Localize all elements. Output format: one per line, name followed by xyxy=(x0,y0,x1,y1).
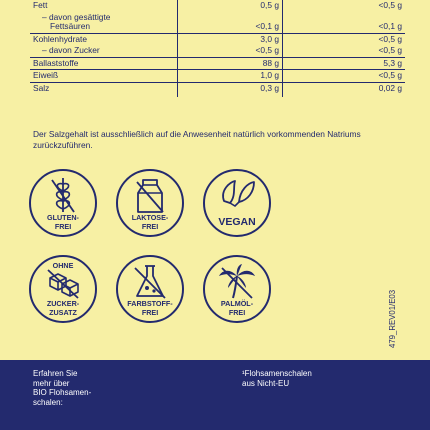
badge-sugar-line2: ZUSATZ xyxy=(49,307,77,317)
badge-vegan xyxy=(202,168,272,238)
row-label-sugar: – davon Zucker xyxy=(42,45,100,55)
row-value-per100: 1,0 g xyxy=(178,70,283,83)
table-row xyxy=(30,70,405,83)
nutrition-table xyxy=(30,0,405,97)
badge-lactose-free xyxy=(115,168,185,238)
badge-sugar-line1: ZUCKER- xyxy=(46,299,80,308)
badge-palm-oil-free xyxy=(202,254,272,324)
row-value-per100: 88 g xyxy=(178,57,283,70)
row-value-portion: 0,02 g xyxy=(283,82,406,97)
badge-gluten-line1: GLUTEN- xyxy=(47,213,79,222)
row-value-portion: <0,1 g xyxy=(378,21,402,31)
badge-dye-line1: FARBSTOFF- xyxy=(127,299,173,308)
badge-palm-line1: PALMÖL- xyxy=(220,299,254,308)
row-value-portion: <0,5 g xyxy=(378,0,402,10)
table-row xyxy=(30,0,405,12)
footer-origin-note: ¹Flohsamenschalen aus Nicht-EU xyxy=(242,369,312,388)
row-label-saturated-line1: – davon gesättigte xyxy=(42,11,111,22)
row-label-carbs: Kohlenhydrate xyxy=(30,33,178,45)
row-value-per100: 3,0 g xyxy=(178,33,283,45)
badge-sugar-top: OHNE xyxy=(52,261,74,270)
table-row xyxy=(30,82,405,97)
row-value-per100: <0,1 g xyxy=(178,12,283,34)
table-row xyxy=(30,33,405,45)
footer-left-text: Erfahren Sie mehr über BIO Flohsamen- schalen: xyxy=(33,369,92,407)
badge-gluten-free xyxy=(28,168,98,238)
row-value-portion: <0,5 g xyxy=(283,70,406,83)
row-label-saturated-line2: Fettsäuren xyxy=(50,21,91,31)
table-row xyxy=(30,12,405,34)
row-label-fiber: Ballaststoffe xyxy=(30,57,178,70)
badge-dye-free xyxy=(115,254,185,324)
badge-lactose-line2: FREI xyxy=(141,221,159,231)
table-row xyxy=(30,57,405,70)
row-label-salt: Salz xyxy=(30,82,178,97)
footer-bar xyxy=(0,360,430,430)
badge-lactose-line1: LAKTOSE- xyxy=(131,213,169,222)
badge-gluten-line2: FREI xyxy=(54,221,72,231)
row-value-per100: 0,3 g xyxy=(178,82,283,97)
row-label-protein: Eiweiß xyxy=(30,70,178,83)
row-value-per100: 0,5 g xyxy=(178,0,283,12)
badge-dye-line2: FREI xyxy=(141,307,159,317)
badge-palm-line2: FREI xyxy=(228,307,246,317)
badge-no-added-sugar xyxy=(28,254,98,324)
row-label-fat: Fett xyxy=(33,0,48,10)
table-row xyxy=(30,45,405,57)
row-value-portion: <0,5 g xyxy=(283,33,406,45)
salt-note: Der Salzgehalt ist ausschließlich auf die Anwesenheit natürlich vorkommenden Natriums zurückzuführen. xyxy=(33,129,361,150)
row-value-per100: <0,5 g xyxy=(178,45,283,57)
row-value-portion: <0,5 g xyxy=(378,45,402,55)
badge-vegan-line1: VEGAN xyxy=(218,216,256,228)
row-value-portion: 5,3 g xyxy=(283,57,406,70)
row-label-saturated xyxy=(30,12,178,34)
product-revision-code: 479_REV01/E03 xyxy=(388,289,397,348)
